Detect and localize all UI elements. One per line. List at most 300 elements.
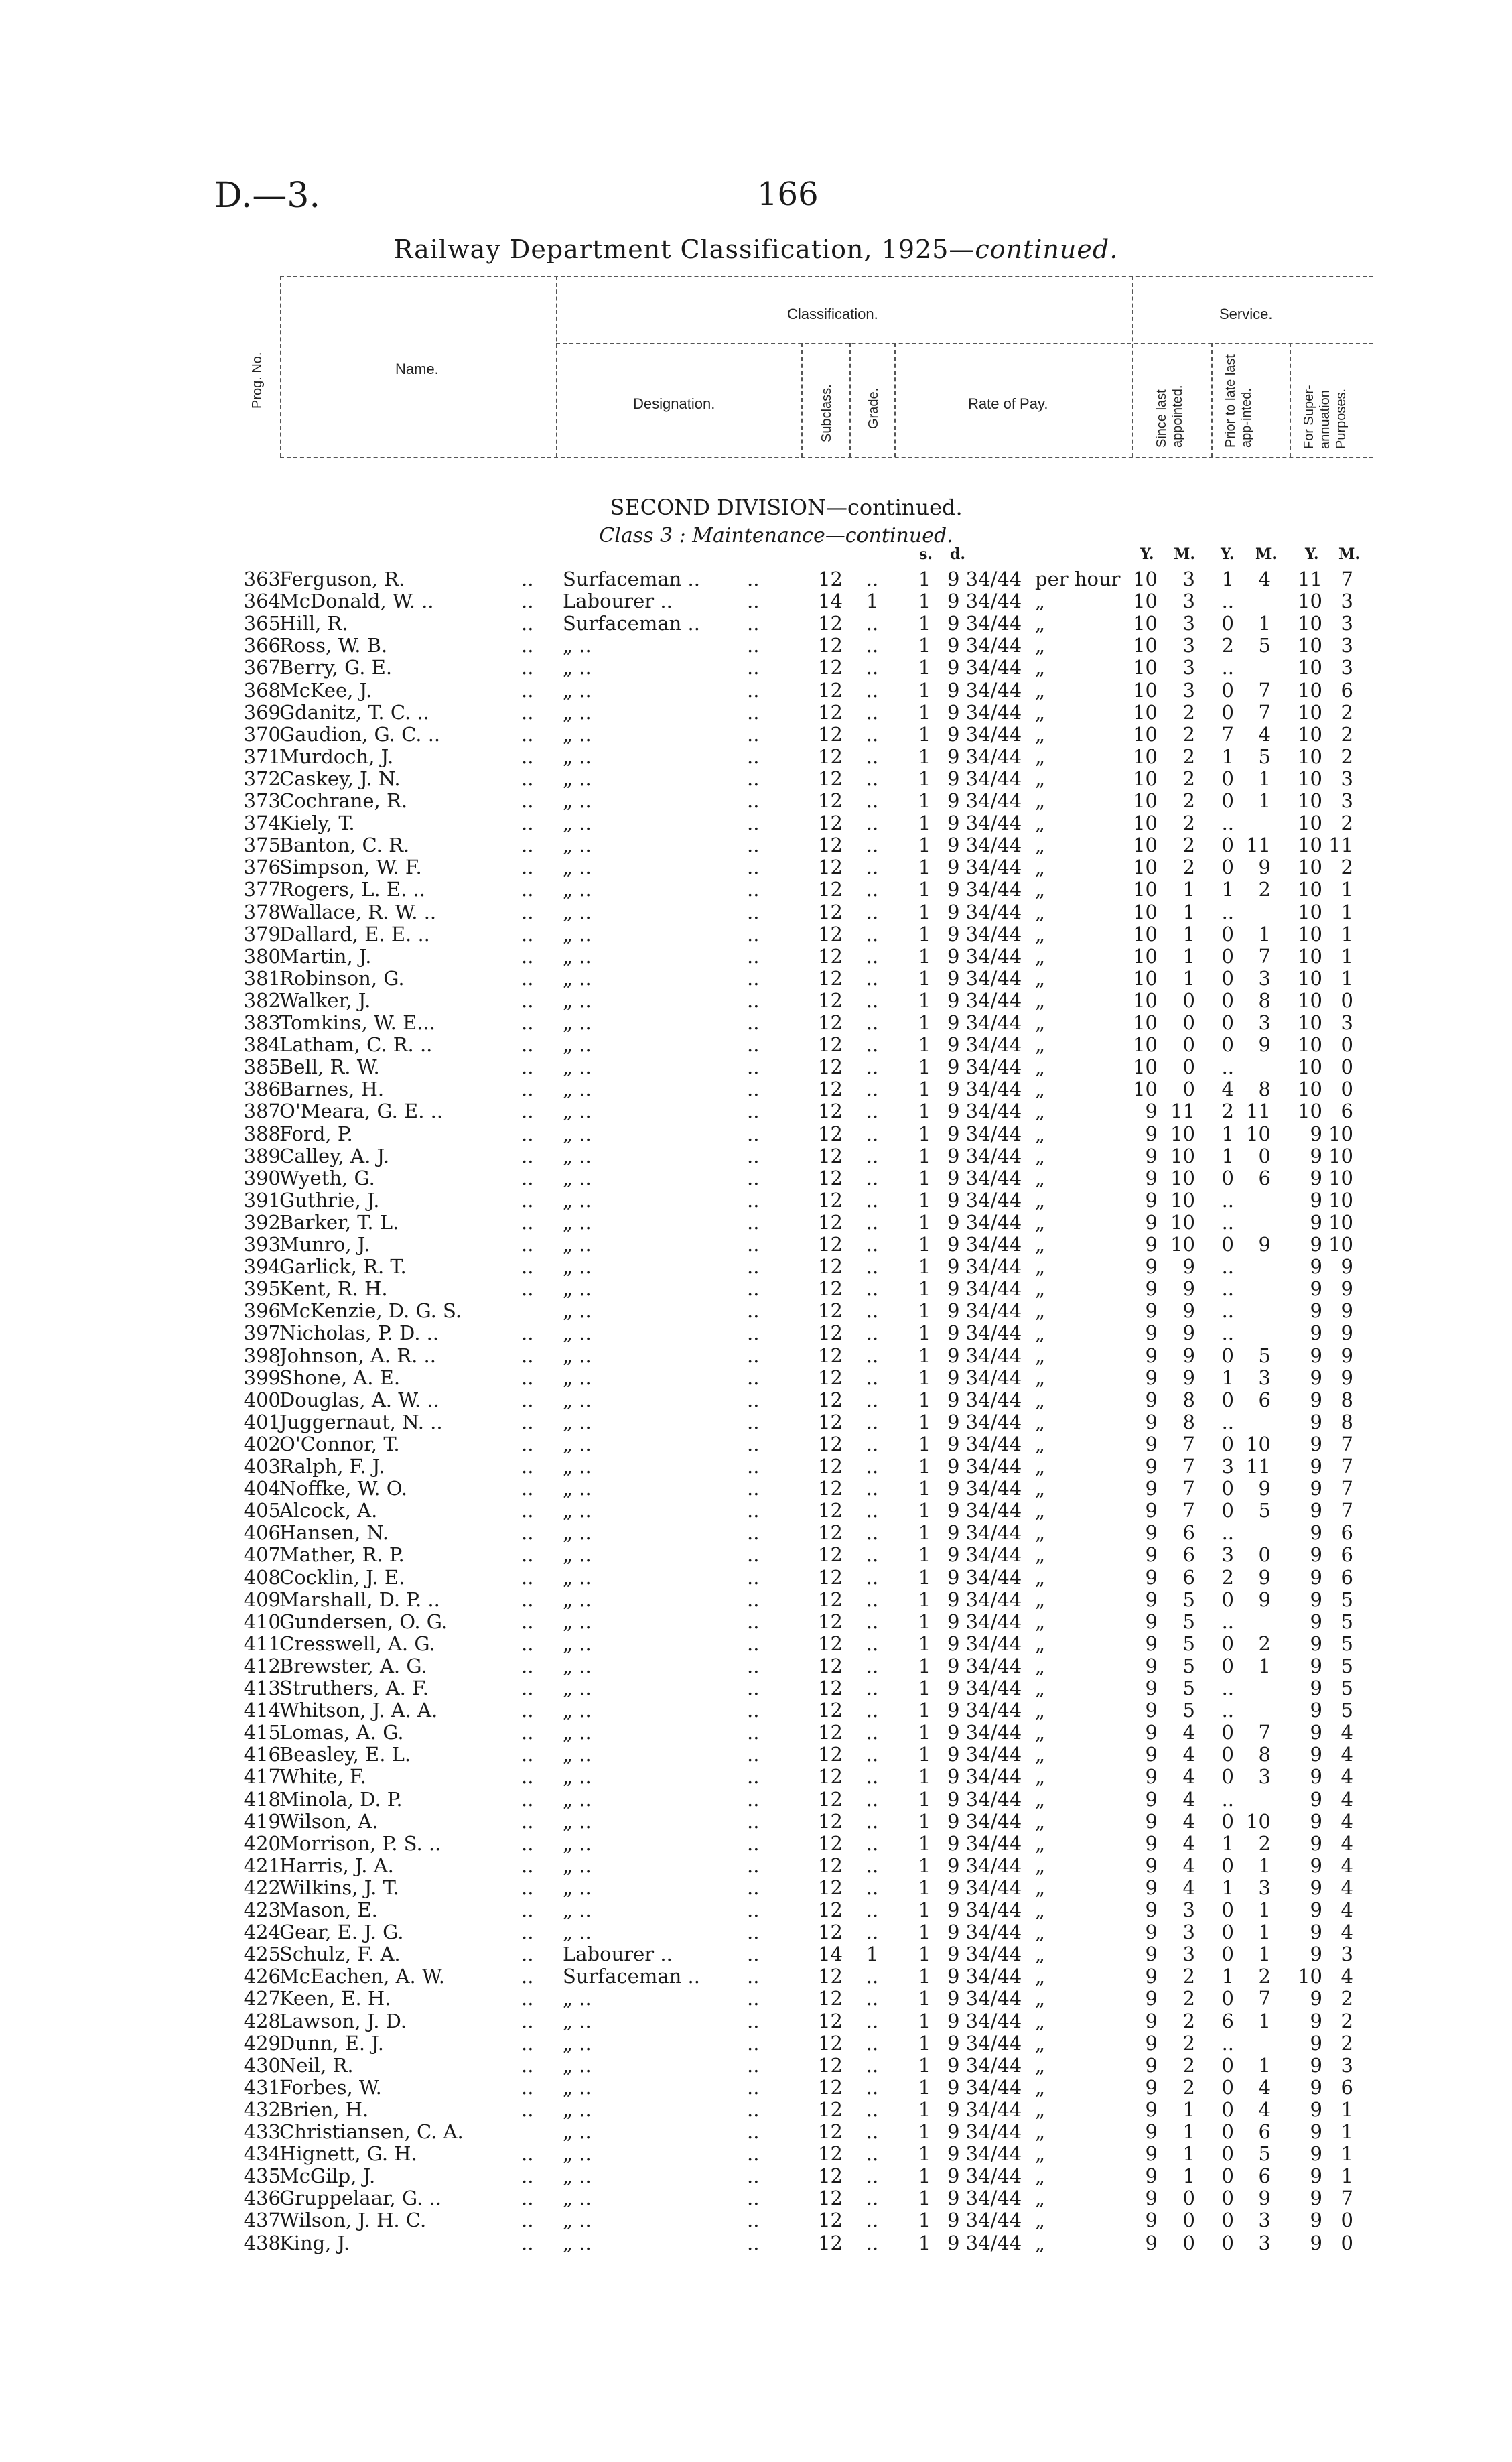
cell-prior-years: 3 — [1221, 1543, 1234, 1567]
cell-since-months: 3 — [1182, 656, 1195, 679]
table-row — [0, 1744, 1512, 1766]
table-row — [0, 1943, 1512, 1965]
unit-months: M. — [1255, 545, 1278, 563]
cell-prog-no: 419 — [243, 1809, 281, 1833]
cell-designation: „ .. — [563, 1521, 592, 1545]
cell-rate-shillings: 1 — [918, 2142, 931, 2166]
cell-leader-dots: .. — [747, 1366, 760, 1389]
cell-prior-months: 5 — [1258, 1344, 1271, 1367]
cell-since-years: 10 — [1133, 568, 1158, 590]
cell-rate-shillings: 1 — [918, 812, 931, 835]
cell-leader-dots: .. — [747, 2097, 760, 2121]
cell-grade: .. — [866, 1699, 879, 1722]
cell-prog-no: 406 — [243, 1521, 281, 1545]
cell-leader-dots: .. — [521, 2053, 534, 2077]
cell-prior-months: 4 — [1258, 2097, 1271, 2121]
cell-rate-shillings: 1 — [918, 1876, 931, 1899]
cell-leader-dots: .. — [747, 2164, 760, 2188]
cell-prior-months: 2 — [1258, 1831, 1271, 1855]
cell-prior-years: .. — [1221, 1299, 1234, 1323]
cell-designation: „ .. — [563, 2142, 592, 2166]
cell-leader-dots: .. — [747, 1188, 760, 1212]
cell-since-months: 7 — [1182, 1477, 1195, 1500]
cell-since-years: 10 — [1133, 1011, 1158, 1034]
cell-since-months: 3 — [1182, 1921, 1195, 1944]
cell-super-years: 10 — [1298, 966, 1322, 990]
cell-leader-dots: .. — [521, 1565, 534, 1589]
cell-rate-pence: 9 34/44 — [947, 1921, 1022, 1944]
table-row — [0, 2010, 1512, 2032]
cell-grade: .. — [866, 1521, 879, 1545]
cell-grade: .. — [866, 1233, 879, 1256]
cell-grade: .. — [866, 568, 879, 590]
cell-rate-pence: 9 34/44 — [947, 1233, 1022, 1256]
table-row — [0, 2032, 1512, 2055]
cell-since-months: 2 — [1182, 722, 1195, 746]
cell-subclass: 12 — [818, 834, 843, 857]
cell-subclass: 12 — [818, 1854, 843, 1877]
cell-subclass: 12 — [818, 2075, 843, 2099]
cell-super-months: 6 — [1341, 2075, 1353, 2099]
cell-super-years: 9 — [1310, 1921, 1322, 1944]
cell-since-months: 2 — [1182, 744, 1195, 768]
cell-rate-shillings: 1 — [918, 656, 931, 679]
cell-name: Lawson, J. D. — [279, 2009, 407, 2032]
cell-prior-months: 9 — [1258, 1477, 1271, 1500]
cell-grade: .. — [866, 1055, 879, 1079]
cell-name: McGilp, J. — [279, 2164, 376, 2188]
cell-designation: „ .. — [563, 1854, 592, 1877]
cell-prior-months: 1 — [1258, 1921, 1271, 1944]
cell-super-months: 0 — [1341, 2231, 1353, 2254]
cell-since-years: 10 — [1133, 612, 1158, 635]
cell-rate-pence: 9 34/44 — [947, 1854, 1022, 1877]
cell-super-years: 9 — [1310, 1677, 1322, 1699]
cell-prior-years: 0 — [1221, 2097, 1234, 2121]
cell-name: Rogers, L. E. .. — [279, 878, 425, 901]
table-row — [0, 1655, 1512, 1677]
cell-rate-pence: 9 34/44 — [947, 2120, 1022, 2143]
page-title-italic: continued. — [975, 235, 1119, 264]
cell-prior-years: 0 — [1221, 1477, 1234, 1500]
cell-leader-dots: .. — [747, 1166, 760, 1189]
cell-since-months: 4 — [1182, 1854, 1195, 1877]
cell-designation: Surfaceman .. — [563, 1965, 700, 1988]
cell-since-months: 1 — [1182, 922, 1195, 946]
cell-prog-no: 431 — [243, 2075, 281, 2099]
cell-rate-per: „ — [1035, 1233, 1046, 1256]
cell-leader-dots: .. — [747, 944, 760, 968]
cell-prior-years: 0 — [1221, 1765, 1234, 1789]
cell-rate-shillings: 1 — [918, 767, 931, 790]
cell-rate-pence: 9 34/44 — [947, 767, 1022, 790]
cell-grade: .. — [866, 1366, 879, 1389]
cell-leader-dots: .. — [521, 1233, 534, 1256]
cell-since-months: 0 — [1182, 2209, 1195, 2232]
table-row — [0, 1988, 1512, 2010]
cell-rate-pence: 9 34/44 — [947, 922, 1022, 946]
cell-super-months: 9 — [1341, 1299, 1353, 1323]
cell-rate-per: „ — [1035, 1921, 1046, 1944]
cell-name: Barnes, H. — [279, 1078, 385, 1101]
cell-leader-dots: .. — [747, 2009, 760, 2032]
cell-since-years: 9 — [1145, 1654, 1158, 1677]
cell-designation: „ .. — [563, 767, 592, 790]
cell-since-months: 8 — [1182, 1410, 1195, 1433]
cell-rate-per: „ — [1035, 834, 1046, 857]
cell-since-years: 9 — [1145, 1344, 1158, 1367]
cell-prog-no: 408 — [243, 1565, 281, 1589]
cell-rate-shillings: 1 — [918, 634, 931, 657]
cell-since-years: 9 — [1145, 2231, 1158, 2254]
cell-rate-per: „ — [1035, 1543, 1046, 1567]
cell-grade: .. — [866, 1033, 879, 1057]
cell-grade: .. — [866, 2031, 879, 2055]
cell-rate-shillings: 1 — [918, 789, 931, 812]
cell-super-months: 10 — [1328, 1210, 1353, 1234]
cell-grade: .. — [866, 1677, 879, 1699]
cell-grade: .. — [866, 1344, 879, 1367]
cell-since-months: 1 — [1182, 2142, 1195, 2166]
cell-since-years: 10 — [1133, 944, 1158, 968]
cell-name: Walker, J. — [279, 988, 371, 1012]
table-row — [0, 1965, 1512, 1988]
cell-since-years: 10 — [1133, 767, 1158, 790]
cell-rate-pence: 9 34/44 — [947, 700, 1022, 724]
cell-super-years: 10 — [1298, 612, 1322, 635]
cell-since-months: 5 — [1182, 1677, 1195, 1699]
cell-rate-shillings: 1 — [918, 922, 931, 946]
cell-name: Cocklin, J. E. — [279, 1565, 405, 1589]
cell-name: Munro, J. — [279, 1233, 370, 1256]
cell-designation: „ .. — [563, 1366, 592, 1389]
cell-designation: „ .. — [563, 944, 592, 968]
cell-since-years: 9 — [1145, 1565, 1158, 1589]
cell-super-months: 10 — [1328, 1188, 1353, 1212]
cell-prior-years: 4 — [1221, 1078, 1234, 1101]
cell-super-years: 9 — [1310, 1610, 1322, 1633]
cell-name: Johnson, A. R. .. — [279, 1344, 436, 1367]
cell-since-months: 2 — [1182, 767, 1195, 790]
cell-leader-dots: .. — [747, 1299, 760, 1323]
table-row — [0, 590, 1512, 612]
cell-rate-shillings: 1 — [918, 1078, 931, 1101]
cell-prog-no: 420 — [243, 1831, 281, 1855]
cell-prog-no: 409 — [243, 1588, 281, 1611]
cell-leader-dots: .. — [747, 1499, 760, 1522]
cell-since-years: 9 — [1145, 1100, 1158, 1123]
cell-grade: .. — [866, 1610, 879, 1633]
cell-designation: „ .. — [563, 1100, 592, 1123]
cell-rate-pence: 9 34/44 — [947, 1543, 1022, 1567]
cell-since-months: 4 — [1182, 1787, 1195, 1811]
cell-leader-dots: .. — [747, 1144, 760, 1167]
cell-subclass: 12 — [818, 1809, 843, 1833]
cell-rate-pence: 9 34/44 — [947, 2075, 1022, 2099]
cell-grade: .. — [866, 900, 879, 923]
cell-super-years: 10 — [1298, 856, 1322, 879]
table-row — [0, 724, 1512, 746]
cell-rate-per: „ — [1035, 1610, 1046, 1633]
table-row — [0, 812, 1512, 834]
cell-super-months: 8 — [1341, 1410, 1353, 1433]
table-row — [0, 2121, 1512, 2143]
cell-rate-per: „ — [1035, 1699, 1046, 1722]
cell-super-months: 3 — [1341, 612, 1353, 635]
cell-rate-per: „ — [1035, 1210, 1046, 1234]
cell-since-years: 10 — [1133, 744, 1158, 768]
cell-designation: „ .. — [563, 1388, 592, 1411]
cell-rate-per: „ — [1035, 2031, 1046, 2055]
cell-since-years: 10 — [1133, 988, 1158, 1012]
cell-rate-shillings: 1 — [918, 1011, 931, 1034]
cell-super-years: 10 — [1298, 1033, 1322, 1057]
cell-since-months: 2 — [1182, 2053, 1195, 2077]
cell-rate-pence: 9 34/44 — [947, 1033, 1022, 1057]
cell-prior-years: 0 — [1221, 678, 1234, 702]
cell-rate-pence: 9 34/44 — [947, 1965, 1022, 1988]
cell-prior-years: .. — [1221, 1277, 1234, 1301]
cell-rate-pence: 9 34/44 — [947, 1477, 1022, 1500]
cell-grade: .. — [866, 812, 879, 835]
cell-designation: „ .. — [563, 1410, 592, 1433]
cell-rate-pence: 9 34/44 — [947, 1144, 1022, 1167]
cell-rate-pence: 9 34/44 — [947, 1588, 1022, 1611]
cell-rate-shillings: 1 — [918, 834, 931, 857]
header-bottom-rule — [280, 457, 1373, 458]
cell-designation: „ .. — [563, 2209, 592, 2232]
cell-prior-years: 0 — [1221, 1166, 1234, 1189]
cell-super-years: 10 — [1298, 700, 1322, 724]
cell-since-months: 3 — [1182, 1943, 1195, 1966]
cell-prior-months: 1 — [1258, 1854, 1271, 1877]
cell-super-years: 9 — [1310, 1654, 1322, 1677]
cell-rate-pence: 9 34/44 — [947, 1565, 1022, 1589]
cell-leader-dots: .. — [521, 2187, 534, 2210]
cell-since-years: 9 — [1145, 1743, 1158, 1766]
cell-since-years: 9 — [1145, 1166, 1158, 1189]
cell-grade: .. — [866, 1499, 879, 1522]
cell-rate-pence: 9 34/44 — [947, 1743, 1022, 1766]
cell-prog-no: 435 — [243, 2164, 281, 2188]
cell-since-years: 10 — [1133, 590, 1158, 613]
cell-subclass: 12 — [818, 2164, 843, 2188]
cell-leader-dots: .. — [747, 2231, 760, 2254]
cell-rate-shillings: 1 — [918, 2031, 931, 2055]
table-row — [0, 2209, 1512, 2231]
cell-rate-pence: 9 34/44 — [947, 1122, 1022, 1145]
cell-rate-per: „ — [1035, 1898, 1046, 1921]
cell-prior-months: 9 — [1258, 2187, 1271, 2210]
cell-leader-dots: .. — [747, 1677, 760, 1699]
cell-prior-months: 1 — [1258, 1943, 1271, 1966]
cell-super-years: 9 — [1310, 1898, 1322, 1921]
cell-rate-shillings: 1 — [918, 2097, 931, 2121]
cell-rate-pence: 9 34/44 — [947, 1410, 1022, 1433]
cell-rate-per: „ — [1035, 922, 1046, 946]
table-row — [0, 657, 1512, 679]
cell-leader-dots: .. — [521, 1965, 534, 1988]
cell-since-years: 10 — [1133, 900, 1158, 923]
cell-name: Caskey, J. N. — [279, 767, 401, 790]
cell-subclass: 12 — [818, 1188, 843, 1212]
table-row — [0, 635, 1512, 657]
cell-super-years: 9 — [1310, 1699, 1322, 1722]
cell-rate-pence: 9 34/44 — [947, 1809, 1022, 1833]
cell-prog-no: 372 — [243, 767, 281, 790]
cell-since-years: 9 — [1145, 1943, 1158, 1966]
cell-since-years: 9 — [1145, 2209, 1158, 2232]
cell-since-years: 9 — [1145, 1122, 1158, 1145]
cell-leader-dots: .. — [747, 1765, 760, 1789]
cell-prior-months: 4 — [1258, 2075, 1271, 2099]
cell-subclass: 12 — [818, 1610, 843, 1633]
cell-name: Barker, T. L. — [279, 1210, 399, 1234]
cell-rate-pence: 9 34/44 — [947, 1654, 1022, 1677]
cell-name: Wyeth, G. — [279, 1166, 375, 1189]
cell-prior-years: 1 — [1221, 568, 1234, 590]
cell-name: McDonald, W. .. — [279, 590, 434, 613]
cell-prog-no: 417 — [243, 1765, 281, 1789]
cell-since-years: 9 — [1145, 1876, 1158, 1899]
cell-designation: „ .. — [563, 2187, 592, 2210]
header-divider — [894, 343, 896, 457]
cell-prior-months: 7 — [1258, 1987, 1271, 2010]
cell-prior-months: 11 — [1246, 1100, 1271, 1123]
cell-name: O'Meara, G. E. .. — [279, 1100, 443, 1123]
cell-prog-no: 434 — [243, 2142, 281, 2166]
cell-rate-pence: 9 34/44 — [947, 966, 1022, 990]
cell-leader-dots: .. — [747, 1743, 760, 1766]
cell-leader-dots: .. — [747, 1610, 760, 1633]
cell-prior-months: 3 — [1258, 1876, 1271, 1899]
cell-since-months: 4 — [1182, 1831, 1195, 1855]
cell-rate-shillings: 1 — [918, 2164, 931, 2188]
cell-super-months: 7 — [1341, 1455, 1353, 1478]
cell-super-months: 6 — [1341, 1565, 1353, 1589]
unit-years: Y. — [1305, 545, 1319, 563]
cell-since-months: 6 — [1182, 1565, 1195, 1589]
cell-rate-shillings: 1 — [918, 1122, 931, 1145]
cell-leader-dots: .. — [747, 1321, 760, 1345]
cell-designation: „ .. — [563, 1743, 592, 1766]
header-top-rule — [280, 276, 1373, 277]
cell-leader-dots: .. — [521, 1055, 534, 1079]
cell-rate-shillings: 1 — [918, 1321, 931, 1345]
cell-rate-per: „ — [1035, 612, 1046, 635]
cell-grade: .. — [866, 1809, 879, 1833]
cell-since-months: 1 — [1182, 2097, 1195, 2121]
cell-since-months: 2 — [1182, 700, 1195, 724]
cell-designation: „ .. — [563, 1011, 592, 1034]
table-row — [0, 1100, 1512, 1122]
cell-rate-shillings: 1 — [918, 1588, 931, 1611]
table-row — [0, 1212, 1512, 1234]
cell-prior-years: 0 — [1221, 1388, 1234, 1411]
cell-since-months: 3 — [1182, 590, 1195, 613]
cell-prior-years: 0 — [1221, 944, 1234, 968]
cell-rate-per: „ — [1035, 1965, 1046, 1988]
cell-rate-per: „ — [1035, 1277, 1046, 1301]
cell-rate-pence: 9 34/44 — [947, 1765, 1022, 1789]
cell-super-years: 9 — [1310, 1831, 1322, 1855]
cell-prior-months: 1 — [1258, 1898, 1271, 1921]
cell-rate-shillings: 1 — [918, 1144, 931, 1167]
cell-super-months: 10 — [1328, 1233, 1353, 1256]
cell-prior-years: .. — [1221, 1610, 1234, 1633]
cell-name: Kiely, T. — [279, 812, 355, 835]
cell-leader-dots: .. — [521, 988, 534, 1012]
cell-rate-shillings: 1 — [918, 856, 931, 879]
cell-designation: „ .. — [563, 1166, 592, 1189]
cell-name: Kent, R. H. — [279, 1277, 388, 1301]
cell-since-years: 9 — [1145, 2009, 1158, 2032]
cell-name: Simpson, W. F. — [279, 856, 422, 879]
cell-prior-years: 1 — [1221, 1366, 1234, 1389]
cell-leader-dots: .. — [747, 1987, 760, 2010]
cell-prog-no: 383 — [243, 1011, 281, 1034]
cell-prior-months: 5 — [1258, 1499, 1271, 1522]
cell-rate-per: „ — [1035, 1078, 1046, 1101]
cell-subclass: 12 — [818, 789, 843, 812]
cell-grade: .. — [866, 2231, 879, 2254]
class-subtitle: Class 3 : Maintenance—continued. — [599, 524, 953, 547]
cell-leader-dots: .. — [521, 834, 534, 857]
cell-prog-no: 399 — [243, 1366, 281, 1389]
cell-grade: .. — [866, 2097, 879, 2121]
cell-leader-dots: .. — [747, 1011, 760, 1034]
cell-subclass: 12 — [818, 1166, 843, 1189]
cell-super-years: 9 — [1310, 1321, 1322, 1345]
cell-since-years: 9 — [1145, 1588, 1158, 1611]
cell-rate-shillings: 1 — [918, 1100, 931, 1123]
cell-rate-shillings: 1 — [918, 568, 931, 590]
cell-since-years: 10 — [1133, 656, 1158, 679]
cell-grade: .. — [866, 1632, 879, 1655]
cell-name: Neil, R. — [279, 2053, 354, 2077]
cell-prior-years: .. — [1221, 900, 1234, 923]
cell-prior-years: .. — [1221, 1055, 1234, 1079]
cell-grade: .. — [866, 966, 879, 990]
cell-prog-no: 414 — [243, 1699, 281, 1722]
table-row — [0, 1056, 1512, 1078]
cell-designation: „ .. — [563, 1255, 592, 1279]
cell-since-years: 9 — [1145, 1787, 1158, 1811]
cell-leader-dots: .. — [747, 1055, 760, 1079]
cell-leader-dots: .. — [747, 1277, 760, 1301]
cell-rate-pence: 9 34/44 — [947, 634, 1022, 657]
cell-super-years: 9 — [1310, 2142, 1322, 2166]
cell-rate-shillings: 1 — [918, 1499, 931, 1522]
cell-since-years: 10 — [1133, 856, 1158, 879]
cell-prior-years: 1 — [1221, 1831, 1234, 1855]
cell-super-months: 2 — [1341, 744, 1353, 768]
unit-pence: d. — [950, 545, 966, 563]
cell-prior-years: 0 — [1221, 2142, 1234, 2166]
cell-name: Ross, W. B. — [279, 634, 388, 657]
cell-prog-no: 426 — [243, 1965, 281, 1988]
cell-since-months: 0 — [1182, 1033, 1195, 1057]
cell-rate-pence: 9 34/44 — [947, 2009, 1022, 2032]
cell-leader-dots: .. — [521, 2164, 534, 2188]
cell-subclass: 12 — [818, 1499, 843, 1522]
cell-prog-no: 393 — [243, 1233, 281, 1256]
cell-name: Gear, E. J. G. — [279, 1921, 404, 1944]
cell-rate-pence: 9 34/44 — [947, 1344, 1022, 1367]
cell-since-years: 9 — [1145, 2120, 1158, 2143]
cell-since-months: 3 — [1182, 612, 1195, 635]
cell-leader-dots: .. — [521, 2209, 534, 2232]
